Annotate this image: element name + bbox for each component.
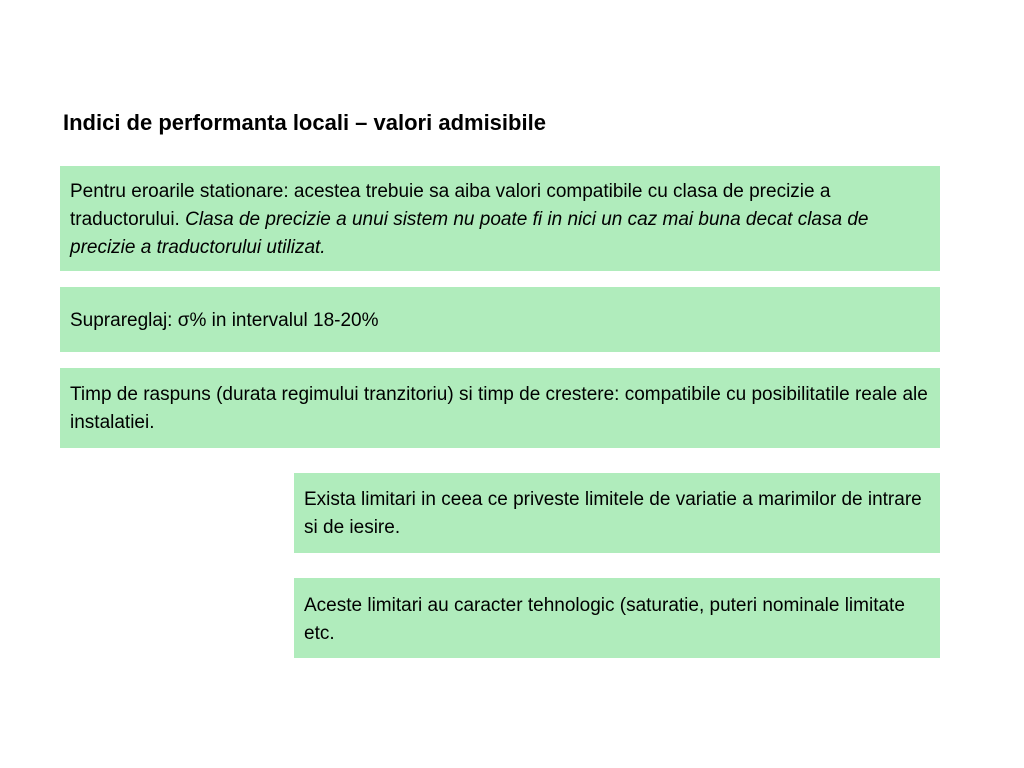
stationary-errors-plain: Pentru eroarile stationare: acestea trebuie sa aiba valori compatibile cu clasa de precizie a traductorului. bbox=[70, 181, 831, 230]
response-time-text: Timp de raspuns (durata regimului tranzitoriu) si timp de crestere: compatibile cu posibilitatile reale ale instalatiei. bbox=[70, 384, 928, 433]
overshoot-box bbox=[60, 287, 940, 352]
stationary-errors-text bbox=[70, 178, 930, 262]
technological-box bbox=[294, 578, 940, 658]
stationary-errors-italic: Clasa de precizie a unui sistem nu poate fi in nici un caz mai buna decat clasa de precizie a traductorului utilizat. bbox=[70, 209, 869, 258]
technological-text: Aceste limitari au caracter tehnologic (saturatie, puteri nominale limitate etc. bbox=[304, 595, 905, 644]
response-time-box bbox=[60, 368, 940, 448]
stationary-errors-box bbox=[60, 166, 940, 271]
limitations-text: Exista limitari in ceea ce priveste limitele de variatie a marimilor de intrare si de iesire. bbox=[304, 489, 922, 538]
limitations-box bbox=[294, 473, 940, 553]
overshoot-text: Suprareglaj: σ% in intervalul 18-20% bbox=[70, 310, 379, 331]
slide-title: Indici de performanta locali – valori admisibile bbox=[63, 110, 546, 135]
